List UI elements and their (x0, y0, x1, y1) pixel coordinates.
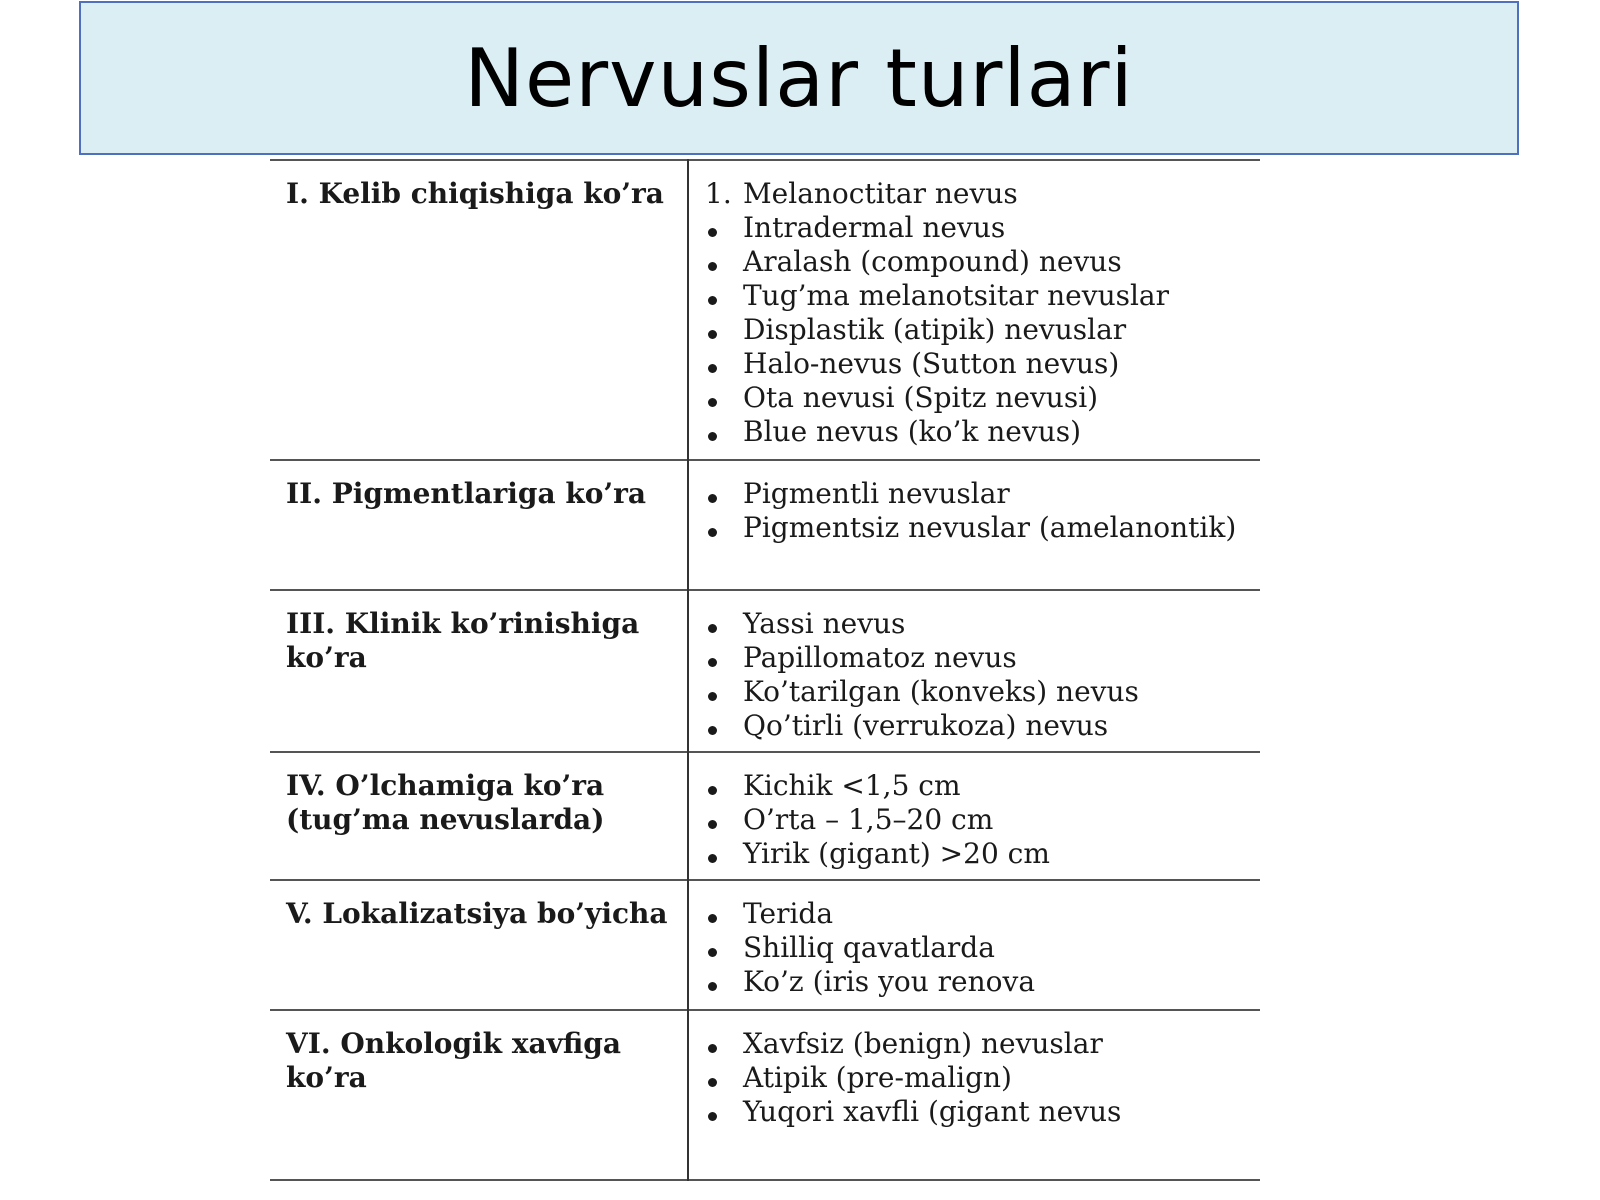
list-item (705, 177, 1252, 211)
bullet-icon (705, 709, 735, 743)
item-text: Pigmentli nevuslar (743, 477, 1010, 510)
item-text: Yirik (gigant) >20 cm (743, 837, 1050, 870)
list-item (705, 381, 1252, 415)
bullet-dot-icon (708, 658, 717, 667)
bullet-dot-icon (708, 982, 717, 991)
bullet-dot-icon (708, 820, 717, 829)
bullet-icon (705, 279, 735, 313)
list-item (705, 709, 1252, 743)
item-text: Qo’tirli (verrukoza) nevus (743, 709, 1109, 742)
table-row (270, 1010, 1260, 1180)
bullet-dot-icon (708, 1078, 717, 1087)
list-item (705, 769, 1252, 803)
item-text: Blue nevus (ko’k nevus) (743, 415, 1082, 448)
items-cell (688, 752, 1260, 880)
item-text: Terida (743, 897, 834, 930)
item-list (705, 1027, 1252, 1129)
item-text: Yassi nevus (743, 607, 906, 640)
bullet-icon (705, 347, 735, 381)
items-cell (688, 460, 1260, 590)
list-item (705, 641, 1252, 675)
item-text: Atipik (pre-malign) (743, 1061, 1012, 1094)
item-list (705, 769, 1252, 871)
table-row (270, 880, 1260, 1010)
list-item (705, 279, 1252, 313)
bullet-icon (705, 211, 735, 245)
list-item (705, 1027, 1252, 1061)
item-text: Ko’tarilgan (konveks) nevus (743, 675, 1139, 708)
list-item (705, 675, 1252, 709)
bullet-dot-icon (708, 692, 717, 701)
bullet-dot-icon (708, 1044, 717, 1053)
category-cell: V. Lokalizatsiya bo’yicha (270, 880, 688, 1010)
item-text: Ota nevusi (Spitz nevusi) (743, 381, 1099, 414)
title-banner (79, 1, 1519, 155)
table-row (270, 590, 1260, 752)
bullet-icon (705, 931, 735, 965)
bullet-icon (705, 313, 735, 347)
bullet-icon (705, 607, 735, 641)
bullet-dot-icon (708, 1112, 717, 1121)
list-number: 1. (705, 177, 732, 210)
bullet-dot-icon (708, 262, 717, 271)
category-cell: III. Klinik ko’rinishiga ko’ra (270, 590, 688, 752)
bullet-dot-icon (708, 432, 717, 441)
page-title: Nervuslar turlari (464, 31, 1134, 125)
item-text: Yuqori xavfli (gigant nevus (743, 1095, 1122, 1128)
item-text: O’rta – 1,5–20 cm (743, 803, 994, 836)
bullet-icon (705, 803, 735, 837)
item-list (705, 607, 1252, 743)
bullet-dot-icon (708, 948, 717, 957)
items-cell (688, 590, 1260, 752)
list-item (705, 837, 1252, 871)
list-item (705, 415, 1252, 449)
bullet-icon (705, 511, 735, 545)
list-item (705, 607, 1252, 641)
item-text: Melanoctitar nevus (743, 177, 1018, 210)
bullet-dot-icon (708, 398, 717, 407)
bullet-icon (705, 897, 735, 931)
list-item (705, 803, 1252, 837)
item-text: Displastik (atipik) nevuslar (743, 313, 1127, 346)
items-cell (688, 160, 1260, 460)
bullet-icon (705, 1095, 735, 1129)
classification-table (270, 159, 1260, 1181)
bullet-dot-icon (708, 494, 717, 503)
item-text: Xavfsiz (benign) nevuslar (743, 1027, 1103, 1060)
bullet-dot-icon (708, 914, 717, 923)
bullet-dot-icon (708, 364, 717, 373)
item-list (705, 177, 1252, 449)
bullet-icon (705, 965, 735, 999)
item-text: Papillomatoz nevus (743, 641, 1017, 674)
list-item (705, 347, 1252, 381)
bullet-icon (705, 1027, 735, 1061)
list-item (705, 245, 1252, 279)
list-item (705, 965, 1252, 999)
items-cell (688, 1010, 1260, 1180)
bullet-dot-icon (708, 528, 717, 537)
bullet-icon (705, 837, 735, 871)
bullet-dot-icon (708, 228, 717, 237)
list-item (705, 477, 1252, 511)
item-list (705, 477, 1252, 545)
item-text: Pigmentsiz nevuslar (amelanontik) (743, 511, 1237, 544)
item-text: Intradermal nevus (743, 211, 1006, 244)
category-cell: VI. Onkologik xavfiga ko’ra (270, 1010, 688, 1180)
item-text: Kichik <1,5 cm (743, 769, 961, 802)
bullet-icon (705, 769, 735, 803)
list-item (705, 313, 1252, 347)
category-cell: IV. O’lchamiga ko’ra (tug’ma nevuslarda) (270, 752, 688, 880)
list-item (705, 897, 1252, 931)
list-item (705, 211, 1252, 245)
item-text: Tug’ma melanotsitar nevuslar (743, 279, 1170, 312)
item-text: Ko’z (iris you renova (743, 965, 1036, 998)
bullet-dot-icon (708, 624, 717, 633)
table-row (270, 752, 1260, 880)
bullet-dot-icon (708, 854, 717, 863)
bullet-icon (705, 1061, 735, 1095)
list-item (705, 931, 1252, 965)
bullet-icon (705, 477, 735, 511)
item-text: Aralash (compound) nevus (743, 245, 1122, 278)
list-item (705, 1061, 1252, 1095)
bullet-icon (705, 245, 735, 279)
table-row (270, 460, 1260, 590)
bullet-dot-icon (708, 726, 717, 735)
category-cell: II. Pigmentlariga ko’ra (270, 460, 688, 590)
table-body (270, 160, 1260, 1180)
category-cell: I. Kelib chiqishiga ko’ra (270, 160, 688, 460)
bullet-dot-icon (708, 330, 717, 339)
bullet-dot-icon (708, 786, 717, 795)
list-item (705, 511, 1252, 545)
item-text: Shilliq qavatlarda (743, 931, 995, 964)
table-row (270, 160, 1260, 460)
items-cell (688, 880, 1260, 1010)
item-text: Halo-nevus (Sutton nevus) (743, 347, 1120, 380)
bullet-icon (705, 381, 735, 415)
bullet-icon (705, 415, 735, 449)
item-list (705, 897, 1252, 999)
bullet-icon (705, 675, 735, 709)
bullet-dot-icon (708, 296, 717, 305)
bullet-icon (705, 641, 735, 675)
list-item (705, 1095, 1252, 1129)
